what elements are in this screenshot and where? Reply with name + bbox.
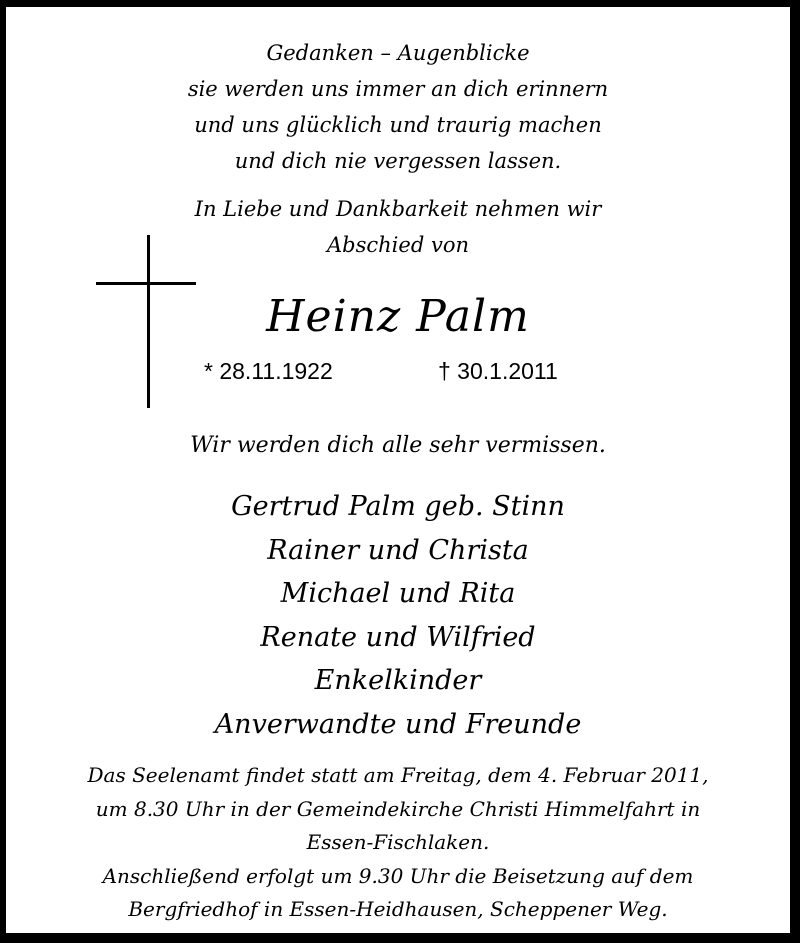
service-line: Anschließend erfolgt um 9.30 Uhr die Beisetzung auf dem: [102, 863, 694, 888]
poem: [6, 35, 790, 179]
obituary-notice: [6, 7, 790, 933]
mourner: Anverwandte und Freunde: [214, 708, 582, 740]
service-line: Bergfriedhof in Essen-Heidhausen, Scheppener Weg.: [128, 897, 668, 921]
service-line: um 8.30 Uhr in der Gemeindekirche Christi Himmelfahrt in: [95, 796, 701, 821]
poem-line: und uns glücklich und traurig machen: [194, 113, 602, 137]
service-info: [6, 759, 790, 927]
mourner: Enkelkinder: [314, 665, 482, 696]
poem-line: und dich nie vergessen lassen.: [234, 149, 562, 173]
deceased-name: Heinz Palm: [266, 291, 530, 342]
poem-line: sie werden uns immer an dich erinnern: [187, 77, 609, 101]
mourner: Renate und Wilfried: [260, 621, 536, 653]
mourner: Michael und Rita: [280, 578, 516, 609]
mourner: Rainer und Christa: [267, 534, 529, 566]
cross-icon-bar: [96, 282, 196, 285]
intro-line: Abschied von: [327, 233, 469, 257]
service-line: Essen-Fischlaken.: [306, 830, 490, 854]
service-line: Das Seelenamt findet statt am Freitag, dem 4. Februar 2011,: [87, 763, 709, 787]
mourner: Gertrud Palm geb. Stinn: [231, 491, 565, 522]
poem-line: Gedanken – Augenblicke: [266, 41, 530, 65]
intro-line: In Liebe und Dankbarkeit nehmen wir: [194, 197, 602, 221]
intro-text: [6, 191, 790, 263]
mourners-list: [6, 485, 790, 746]
death-date: † 30.1.2011: [438, 358, 558, 384]
birth-date: * 28.11.1922: [204, 358, 333, 384]
farewell-line: Wir werden dich alle sehr vermissen.: [190, 433, 606, 458]
